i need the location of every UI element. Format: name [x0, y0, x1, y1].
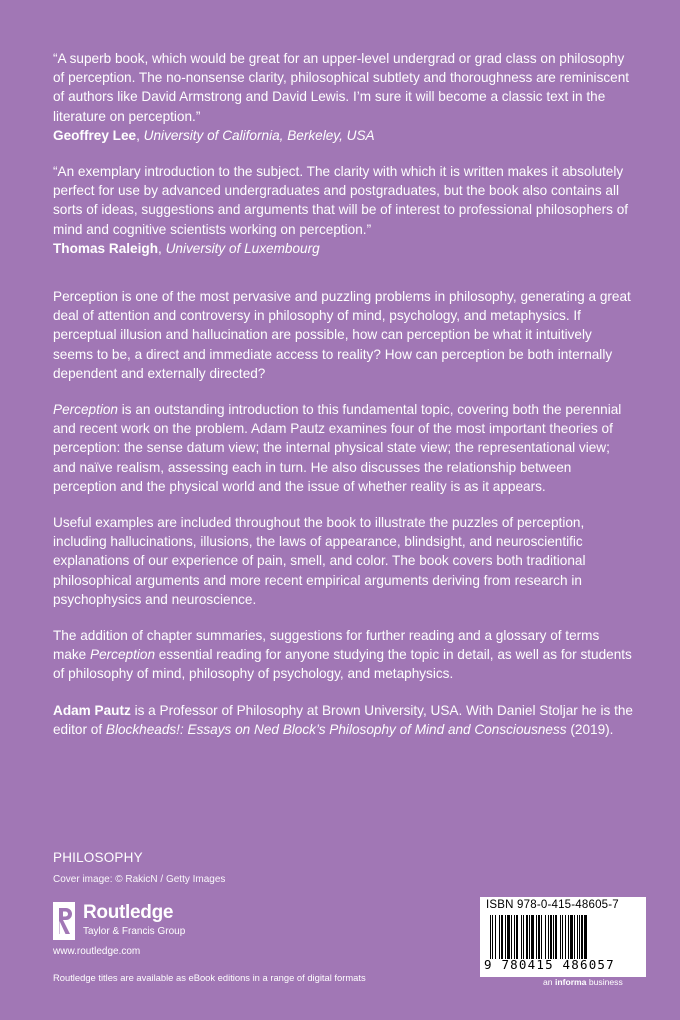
- barcode-icon: [486, 915, 640, 959]
- description-paragraph-4-text-a: The addition of chapter summaries, suggestions for further reading and a glossary of terms make: [53, 628, 600, 663]
- tagline-suffix: business: [586, 977, 623, 987]
- isbn-barcode-box: [480, 897, 646, 977]
- description-paragraph-2: [53, 400, 633, 496]
- endorsement-quote-2: “An exemplary introduction to the subject. The clarity with which it is written makes it absolutely perfect for use by advanced undergraduates and postgraduates, but the book also contains all sorts of ideas, suggestions and arguments that will be of interest to professional philosophers of mind and cognitive scientists working on perception.”: [53, 164, 629, 237]
- description-paragraph-4: [53, 626, 633, 684]
- tagline-brand: informa: [554, 977, 587, 987]
- description-paragraph-2-text: is an outstanding introduction to this fundamental topic, covering both the perennial and recent work on the problem. Adam Pautz examines four of the most important theories of perception: the sense datum view; the internal physical state view; the representational view; and naïve realism, assessing each in turn. He also discusses the relationship between perception and the physical world and the issue of whether reality is as it appears.: [53, 402, 622, 494]
- description-paragraph-4-text-b: essential reading for anyone studying the topic in detail, as well as for students of philosophy of mind, philosophy of psychology, and metaphysics.: [53, 647, 632, 682]
- subject-category: PHILOSOPHY: [53, 850, 143, 865]
- ebook-availability-note: Routledge titles are available as eBook editions in a range of digital formats: [53, 972, 366, 983]
- edited-book-title: Blockheads!: Essays on Ned Block’s Philosophy of Mind and Consciousness: [105, 721, 567, 737]
- author-bio: [53, 701, 633, 739]
- description-paragraph-3: Useful examples are included throughout the book to illustrate the puzzles of perception, including hallucinations, illusions, the laws of appearance, blindsight, and neuroscientific explanations of our experience of pain, smell, and color. The book covers both traditional philosophical arguments and more recent empirical arguments deriving from research in psychophysics and neuroscience.: [53, 515, 586, 607]
- endorser-name-2: Thomas Raleigh: [53, 240, 158, 256]
- book-title-italic: Perception: [90, 647, 156, 663]
- endorser-name-1: Geoffrey Lee: [53, 127, 137, 143]
- publisher-website[interactable]: www.routledge.com: [53, 946, 141, 957]
- endorsement-attribution-2: Thomas Raleigh, University of Luxembourg: [53, 240, 320, 256]
- publisher-group: Taylor & Francis Group: [83, 926, 186, 937]
- routledge-logo-icon: [53, 902, 75, 940]
- informa-business-tagline: [543, 977, 623, 987]
- endorser-affiliation-2: University of Luxembourg: [165, 240, 320, 256]
- author-bio-text-a: is a Professor of Philosophy at Brown University, USA. With Daniel Stoljar he is the editor of: [53, 702, 633, 737]
- isbn-label: ISBN 978-0-415-48605-7: [486, 899, 619, 911]
- author-name: Adam Pautz: [53, 702, 131, 718]
- endorsement-attribution-1: Geoffrey Lee, University of California, Berkeley, USA: [53, 127, 375, 143]
- back-cover-text: [53, 49, 633, 739]
- endorser-affiliation-1: University of California, Berkeley, USA: [143, 127, 375, 143]
- endorsement-quote-1: “A superb book, which would be great for an upper-level undergrad or grad class on philosophy of perception. The no-nonsense clarity, philosophical subtlety and thoroughness are reminiscent of authors like David Armstrong and David Lewis. I’m sure it will become a classic text in the literature on perception.”: [53, 51, 630, 124]
- author-bio-text-b: (2019).: [566, 721, 614, 737]
- book-title-italic: Perception: [53, 402, 118, 418]
- publisher-name: Routledge: [83, 902, 174, 923]
- barcode-digits: 9 780415 486057: [484, 957, 615, 972]
- tagline-prefix: an: [543, 977, 555, 987]
- description-paragraph-1: Perception is one of the most pervasive and puzzling problems in philosophy, generating a great deal of attention and controversy in philosophy of mind, psychology, and metaphysics. If perceptual illusion and hallucination are possible, how can perception be what it intuitively seems to be, a direct and immediate access to reality? How can perception be both internally dependent and externally directed?: [53, 289, 631, 381]
- cover-image-credit: Cover image: © RakicN / Getty Images: [53, 874, 226, 885]
